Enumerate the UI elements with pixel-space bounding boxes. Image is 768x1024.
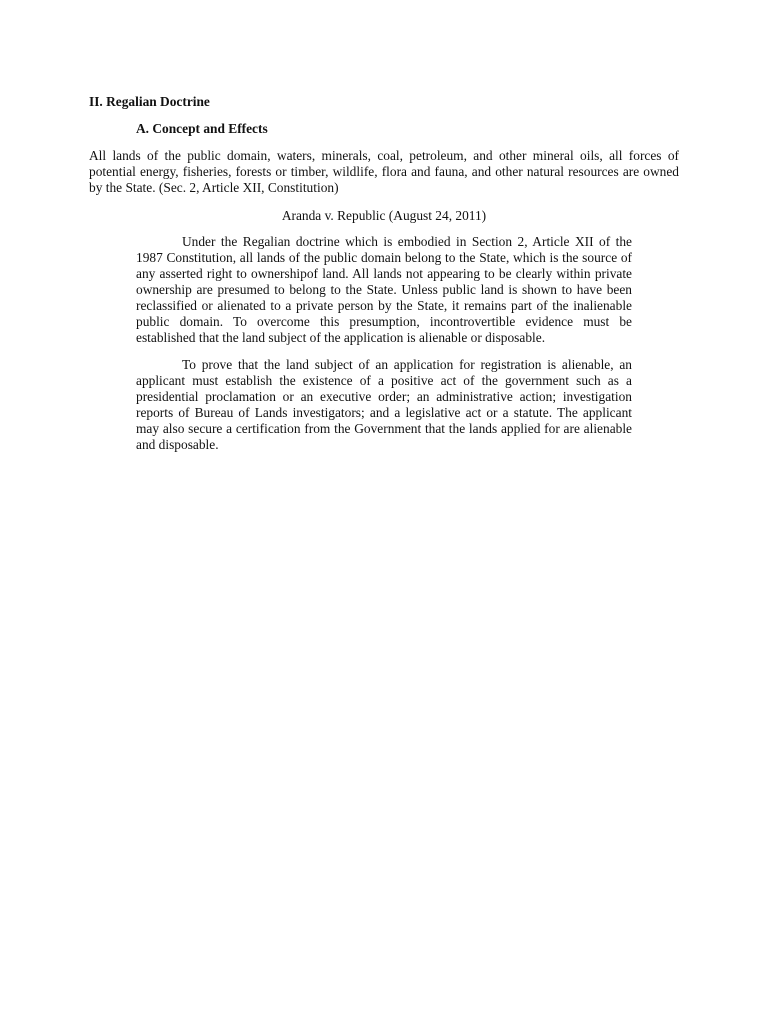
intro-paragraph: All lands of the public domain, waters, minerals, coal, petroleum, and other mineral oils, all forces of potential energy, fisheries, forests or timber, wildlife, flora and fauna, and other natural resources are owned by the State. (Sec. 2, Article XII, Constitution) [89, 148, 679, 195]
case-citation: Aranda v. Republic (August 24, 2011) [281, 208, 487, 223]
quoted-paragraph: To prove that the land subject of an application for registration is alienable, an applicant must establish the existence of a positive act of the government such as a presidential proclamation or an executive order; an administrative action; investigation reports of Bureau of Lands investigators; and a legislative act or a statute. The applicant may also secure a certification from the Government that the lands applied for are alienable and disposable. [136, 357, 632, 452]
section-heading: II. Regalian Doctrine [89, 94, 210, 109]
subsection-heading: A. Concept and Effects [136, 121, 268, 136]
quoted-paragraph: Under the Regalian doctrine which is embodied in Section 2, Article XII of the 1987 Constitution, all lands of the public domain belong to the State, which is the source of any asserted right to ownershipof land. All lands not appearing to be clearly within private ownership are presumed to belong to the State. Unless public land is shown to have been reclassified or alienated to a private person by the State, it remains part of the inalienable public domain. To overcome this presumption, incontrovertible evidence must be established that the land subject of the application is alienable or disposable. [136, 234, 632, 345]
